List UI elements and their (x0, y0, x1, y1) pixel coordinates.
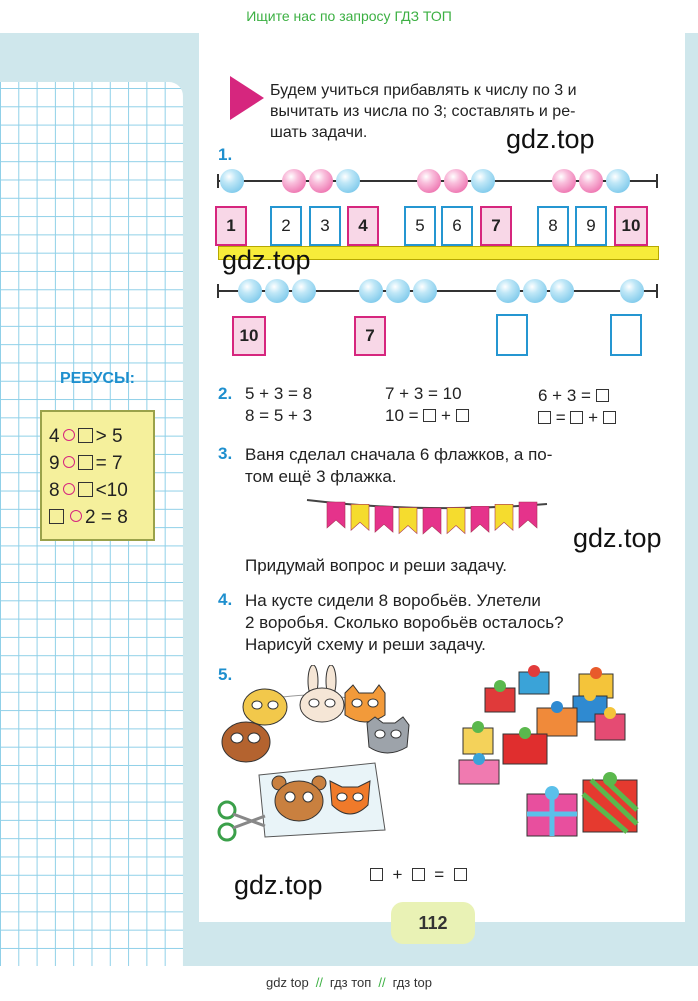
footer-links (0, 975, 698, 990)
number-box: 10 (614, 206, 648, 246)
abacus-bead (336, 169, 360, 193)
task-3-line-1: Ваня сделал сначала 6 флажков, а по- (245, 445, 553, 464)
animal-masks-illustration (215, 665, 415, 850)
task-3-prompt: Придумай вопрос и реши задачу. (245, 556, 508, 575)
intro-triangle-icon (230, 76, 264, 120)
intro-line-3: шать задачи. (270, 124, 368, 141)
watermark: gdz.top (234, 870, 323, 900)
task-5-number: 5. (218, 665, 233, 684)
abacus-bead (359, 279, 383, 303)
equation: = + (538, 407, 616, 429)
task-3-line-2: том ещё 3 флажка. (245, 467, 397, 486)
watermark: gdz.top (506, 124, 595, 154)
answer-square[interactable] (370, 868, 383, 881)
answer-square[interactable] (603, 411, 616, 424)
abacus-bead (550, 279, 574, 303)
task-4-line-3: Нарисуй схему и реши задачу. (245, 635, 486, 654)
circle-blank-icon (63, 429, 75, 441)
task-1-number: 1. (218, 145, 233, 164)
number-box: 9 (575, 206, 607, 246)
number-box[interactable] (496, 314, 528, 356)
flag-garland (305, 492, 550, 542)
footer-link-1[interactable]: gdz top (266, 975, 309, 990)
flag (447, 508, 465, 534)
task-3-number: 3. (218, 444, 233, 463)
abacus-bead (471, 169, 495, 193)
line-tick (217, 174, 219, 188)
abacus-bead (620, 279, 644, 303)
flag (495, 504, 513, 530)
abacus-bead (523, 279, 547, 303)
circle-blank-icon (70, 510, 82, 522)
rebus-row: 4 > 5 (49, 426, 123, 447)
abacus-bead (265, 279, 289, 303)
abacus-bead (413, 279, 437, 303)
line-tick (656, 284, 658, 298)
abacus-bead (292, 279, 316, 303)
abacus-bead (309, 169, 333, 193)
number-box: 7 (354, 316, 386, 356)
square-blank-icon (78, 455, 93, 470)
abacus-bead (579, 169, 603, 193)
equation: 7 + 3 = 10 (385, 384, 462, 403)
abacus-bead (220, 169, 244, 193)
abacus-bead (606, 169, 630, 193)
flag (399, 508, 417, 534)
number-box: 7 (480, 206, 512, 246)
number-box: 6 (441, 206, 473, 246)
page-number: 112 (391, 902, 475, 944)
flag (471, 506, 489, 532)
abacus-bead (386, 279, 410, 303)
equation: 6 + 3 = (538, 385, 609, 407)
rebus-title: РЕБУСЫ: (60, 370, 135, 387)
number-box: 10 (232, 316, 266, 356)
equation: 5 + 3 = 8 (245, 384, 313, 403)
gift-boxes-illustration (455, 664, 655, 842)
abacus-bead (238, 279, 262, 303)
task-4-line-1: На кусте сидели 8 воробьёв. Улетели (245, 591, 541, 610)
answer-square[interactable] (538, 411, 551, 424)
flag (351, 504, 369, 530)
flag (423, 508, 441, 534)
footer-sep: // (378, 975, 386, 990)
watermark: gdz.top (573, 523, 662, 553)
answer-square[interactable] (570, 411, 583, 424)
circle-blank-icon (63, 456, 75, 468)
answer-square[interactable] (412, 868, 425, 881)
flag (375, 506, 393, 532)
task-4-line-2: 2 воробья. Сколько воробьёв осталось? (245, 613, 564, 632)
equation: 10 = + (385, 405, 469, 427)
task-2-number: 2. (218, 384, 233, 403)
number-box: 4 (347, 206, 379, 246)
abacus-bead (444, 169, 468, 193)
rebus-row: 2 = 8 (49, 507, 128, 529)
number-box: 5 (404, 206, 436, 246)
rebus-row: 8 <10 (49, 480, 128, 501)
number-box: 1 (215, 206, 247, 246)
abacus-bead (282, 169, 306, 193)
abacus-bead (417, 169, 441, 193)
top-banner: Ищите нас по запросу ГДЗ ТОП (246, 8, 452, 24)
square-blank-icon (78, 482, 93, 497)
rebus-box (40, 410, 155, 541)
abacus-bead (552, 169, 576, 193)
square-blank-icon (49, 509, 64, 524)
intro-line-2: вычитать из числа по 3; составлять и ре- (270, 103, 576, 120)
answer-square[interactable] (423, 409, 436, 422)
answer-square[interactable] (454, 868, 467, 881)
number-box: 3 (309, 206, 341, 246)
line-tick (217, 284, 219, 298)
flag (519, 502, 537, 528)
line-tick (656, 174, 658, 188)
abacus-bead (496, 279, 520, 303)
circle-blank-icon (63, 483, 75, 495)
number-box: 8 (537, 206, 569, 246)
answer-square[interactable] (456, 409, 469, 422)
number-box[interactable] (610, 314, 642, 356)
task-4-number: 4. (218, 590, 233, 609)
footer-link-2[interactable]: гдз топ (329, 975, 372, 990)
answer-square[interactable] (596, 389, 609, 402)
footer-link-3[interactable]: гдз top (392, 975, 432, 990)
intro-line-1: Будем учиться прибавлять к числу по 3 и (270, 82, 577, 99)
number-box: 2 (270, 206, 302, 246)
rebus-row: 9 = 7 (49, 453, 123, 474)
flag (327, 502, 345, 528)
equation: 8 = 5 + 3 (245, 406, 313, 425)
footer-sep: // (315, 975, 323, 990)
task-5-equation: + = (370, 864, 467, 886)
square-blank-icon (78, 428, 93, 443)
watermark: gdz.top (222, 245, 311, 275)
